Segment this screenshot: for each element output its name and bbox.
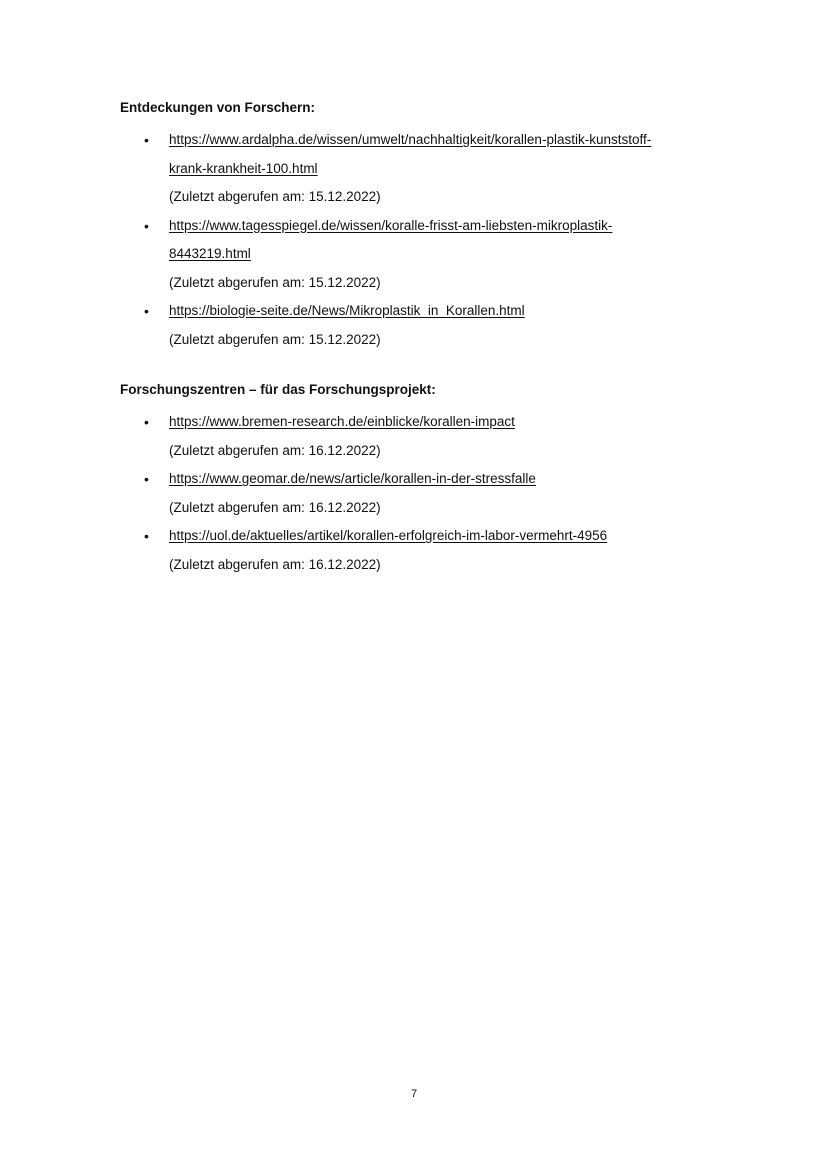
reference-url-line: krank-krankheit-100.html (169, 160, 318, 176)
retrieved-date: (Zuletzt abgerufen am: 15.12.2022) (169, 189, 381, 204)
reference-link[interactable] (169, 297, 760, 326)
retrieved-date: (Zuletzt abgerufen am: 16.12.2022) (169, 442, 381, 458)
reference-url-line: https://www.tagesspiegel.de/wissen/koralle-frisst-am-liebsten-mikroplastik- (169, 217, 613, 233)
section-research-centers (120, 380, 760, 579)
retrieved-date: (Zuletzt abgerufen am: 15.12.2022) (169, 331, 381, 347)
retrieved-date: (Zuletzt abgerufen am: 16.12.2022) (169, 556, 381, 572)
reference-url-line: https://biologie-seite.de/News/Mikroplastik_in_Korallen.html (169, 303, 525, 318)
bullet-icon: • (144, 414, 149, 430)
reference-item (120, 126, 760, 212)
reference-item (120, 212, 760, 298)
reference-link[interactable] (169, 212, 760, 269)
reference-item (120, 297, 760, 354)
reference-url-line: https://www.bremen-research.de/einblicke/korallen-impact (169, 414, 515, 429)
bullet-icon: • (144, 217, 149, 234)
reference-link[interactable] (169, 126, 760, 183)
section-researcher-discoveries (120, 98, 760, 354)
bullet-icon: • (144, 471, 149, 487)
reference-item (120, 408, 760, 465)
reference-url-line: https://www.geomar.de/news/article/korallen-in-der-stressfalle (169, 471, 536, 486)
reference-link[interactable] (169, 408, 760, 437)
bullet-icon: • (144, 303, 149, 319)
page-number: 7 (410, 1088, 418, 1100)
reference-link[interactable] (169, 465, 760, 494)
bullet-icon: • (144, 132, 149, 148)
reference-link[interactable] (169, 522, 760, 551)
section-heading: Forschungszentren – für das Forschungsprojekt: (120, 382, 436, 397)
retrieved-date: (Zuletzt abgerufen am: 15.12.2022) (169, 274, 381, 290)
section-heading: Entdeckungen von Forschern: (120, 100, 316, 115)
reference-item (120, 465, 760, 522)
reference-list (120, 126, 760, 354)
retrieved-date: (Zuletzt abgerufen am: 16.12.2022) (169, 499, 381, 515)
reference-url-line: https://uol.de/aktuelles/artikel/korallen-erfolgreich-im-labor-vermehrt-4956 (169, 528, 608, 543)
reference-url-line: 8443219.html (169, 246, 251, 261)
reference-item (120, 522, 760, 579)
reference-url-line: https://www.ardalpha.de/wissen/umwelt/nachhaltigkeit/korallen-plastik-kunststoff- (169, 132, 652, 147)
bullet-icon: • (144, 528, 149, 544)
reference-list (120, 408, 760, 579)
